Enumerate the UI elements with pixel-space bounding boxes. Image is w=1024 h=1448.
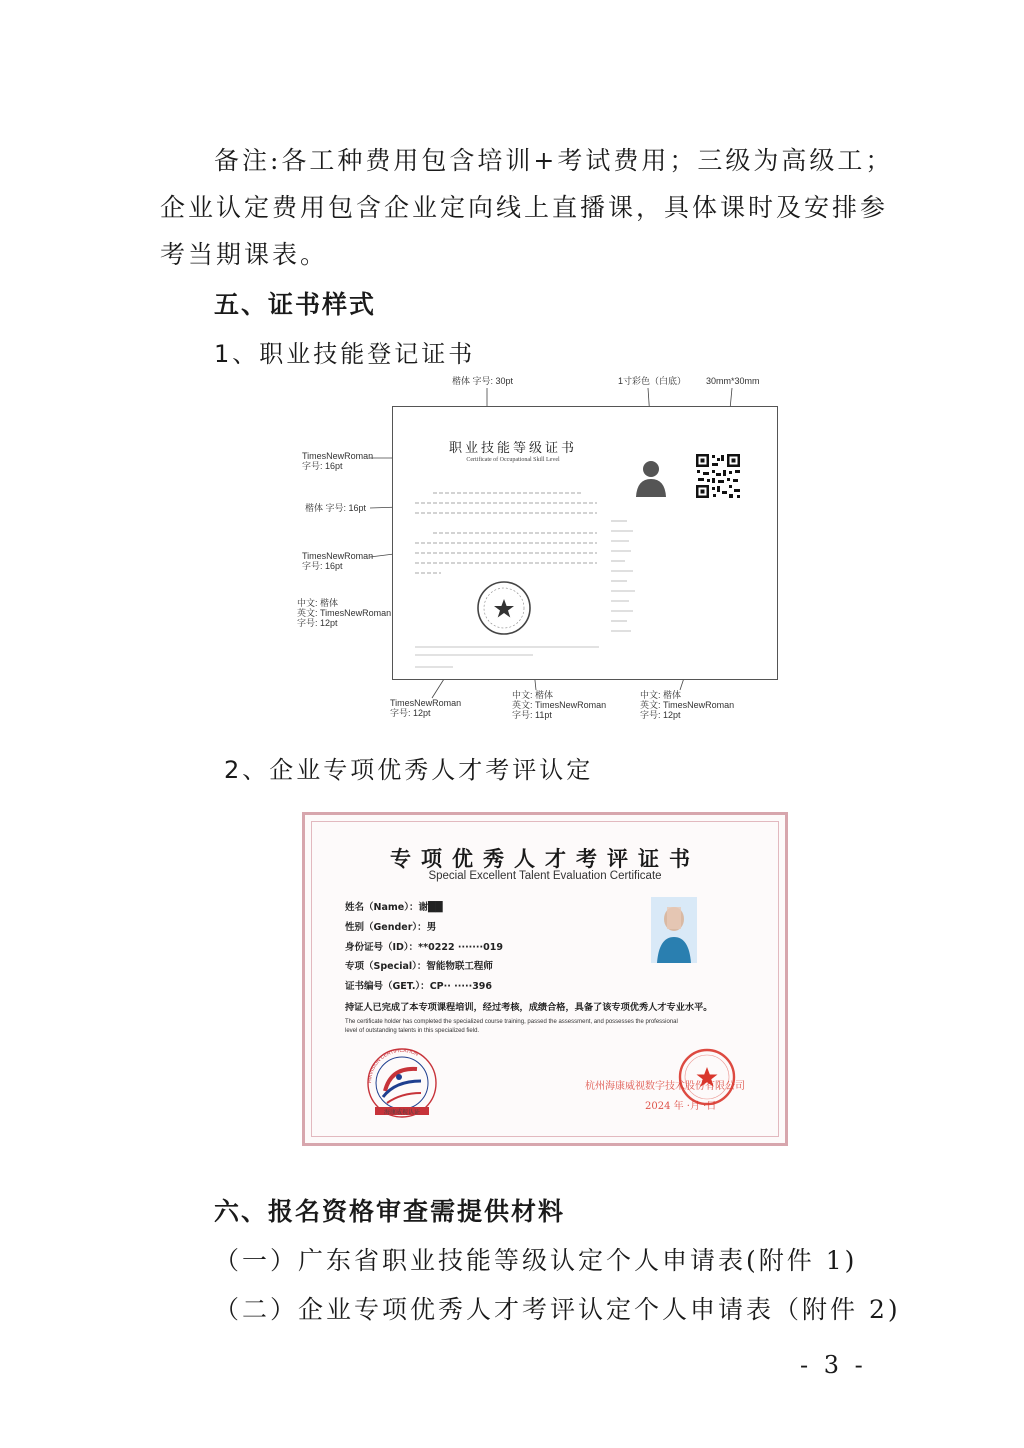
cert2-field-value: 智能物联工程师	[426, 961, 493, 972]
cert1-footer-text	[413, 643, 613, 673]
cert2-field-number	[345, 974, 492, 993]
cert2-field-id	[345, 935, 503, 954]
annotation-photo: 1寸彩色（白底）	[618, 376, 687, 386]
cert-item-2-title: 2、企业专项优秀人才考评认定	[224, 756, 594, 784]
cert2-field-name	[345, 895, 443, 914]
annotation-left-1: TimesNewRoman 字号: 16pt	[302, 451, 374, 471]
cert2-field-label: 证书编号（GET.）：	[345, 981, 430, 992]
cert1-body-text	[411, 489, 611, 589]
cert2-photo	[651, 897, 697, 963]
annotation-left-3: TimesNewRoman 字号: 16pt	[302, 551, 374, 571]
page-number: - 3 -	[800, 1351, 867, 1379]
cert2-statement-en-2: level of outstanding talents in this specialized field.	[345, 1028, 480, 1034]
annotation-left-4: 中文: 楷体 英文: TimesNewRoman 字号: 12pt	[297, 598, 392, 628]
cert2-field-label: 专项（Special）：	[345, 961, 427, 972]
skill-certificate-sample	[392, 406, 778, 680]
cert2-field-value: 谢██	[418, 902, 443, 913]
note-line-1: 备注:各工种费用包含培训+考试费用；三级为高级工；	[214, 146, 894, 175]
cert2-logo-ring-text: HIKVISION CERTIFICATION	[366, 1047, 420, 1084]
cert2-field-gender	[345, 915, 436, 934]
cert1-title: 职业技能等级证书	[448, 441, 577, 456]
cert2-field-label: 性别（Gender）：	[345, 922, 427, 933]
cert2-subtitle: Special Excellent Talent Evaluation Certificate	[428, 870, 662, 882]
note-line-2: 企业认定费用包含企业定向线上直播课，具体课时及安排参	[160, 193, 889, 222]
cert2-logo-caption: 海康威视认证	[383, 1109, 420, 1116]
cert-item-1-title: 1、职业技能登记证书	[214, 340, 476, 368]
cert1-seal	[475, 579, 533, 637]
cert2-issuer: 杭州海康威视数字技术股份有限公司	[585, 1081, 745, 1092]
cert2-field-value: **0222 ·······019	[418, 942, 503, 953]
cert2-field-value: CP·· ·····396	[429, 981, 493, 992]
annotation-qr: 30mm*30mm	[706, 376, 760, 386]
cert2-statement-en-1: The certificate holder has completed the specialized course training, passed the assessment, and possesses the professional	[345, 1019, 678, 1025]
cert2-date: 2024 年 ·月 ·日	[645, 1101, 717, 1112]
annotation-bottom-3: 中文: 楷体 英文: TimesNewRoman 字号: 12pt	[640, 690, 735, 720]
cert1-qr-code	[695, 453, 741, 499]
cert2-field-label: 姓名（Name）：	[345, 902, 419, 913]
cert2-field-value: 男	[426, 922, 437, 933]
cert1-subtitle: Certificate of Occupational Skill Level	[466, 457, 560, 463]
cert2-statement-cn: 持证人已完成了本专项课程培训，经过考核，成绩合格，具备了该专项优秀人才专业水平。	[345, 1002, 713, 1013]
annotation-bottom-2: 中文: 楷体 英文: TimesNewRoman 字号: 11pt	[512, 690, 607, 720]
materials-item-2: （二）企业专项优秀人才考评认定个人申请表（附件 2)	[214, 1295, 901, 1324]
cert2-field-special	[345, 954, 493, 973]
note-line-3: 考当期课表。	[160, 240, 329, 269]
section-5-heading: 五、证书样式	[214, 290, 377, 319]
annotation-bottom-1: TimesNewRoman 字号: 12pt	[390, 698, 462, 718]
cert2-title: 专项优秀人才考评证书	[390, 846, 700, 871]
cert1-info-column	[609, 519, 649, 639]
materials-item-1: （一）广东省职业技能等级认定个人申请表(附件 1)	[214, 1246, 858, 1275]
annotation-left-2: 楷体 字号: 16pt	[305, 503, 367, 513]
annotation-title-font: 楷体 字号: 30pt	[452, 376, 514, 386]
section-6-heading: 六、报名资格审查需提供材料	[214, 1197, 566, 1226]
cert1-photo-placeholder	[633, 457, 669, 497]
cert2-field-label: 身份证号（ID）：	[345, 942, 419, 953]
talent-certificate-sample	[302, 812, 788, 1146]
